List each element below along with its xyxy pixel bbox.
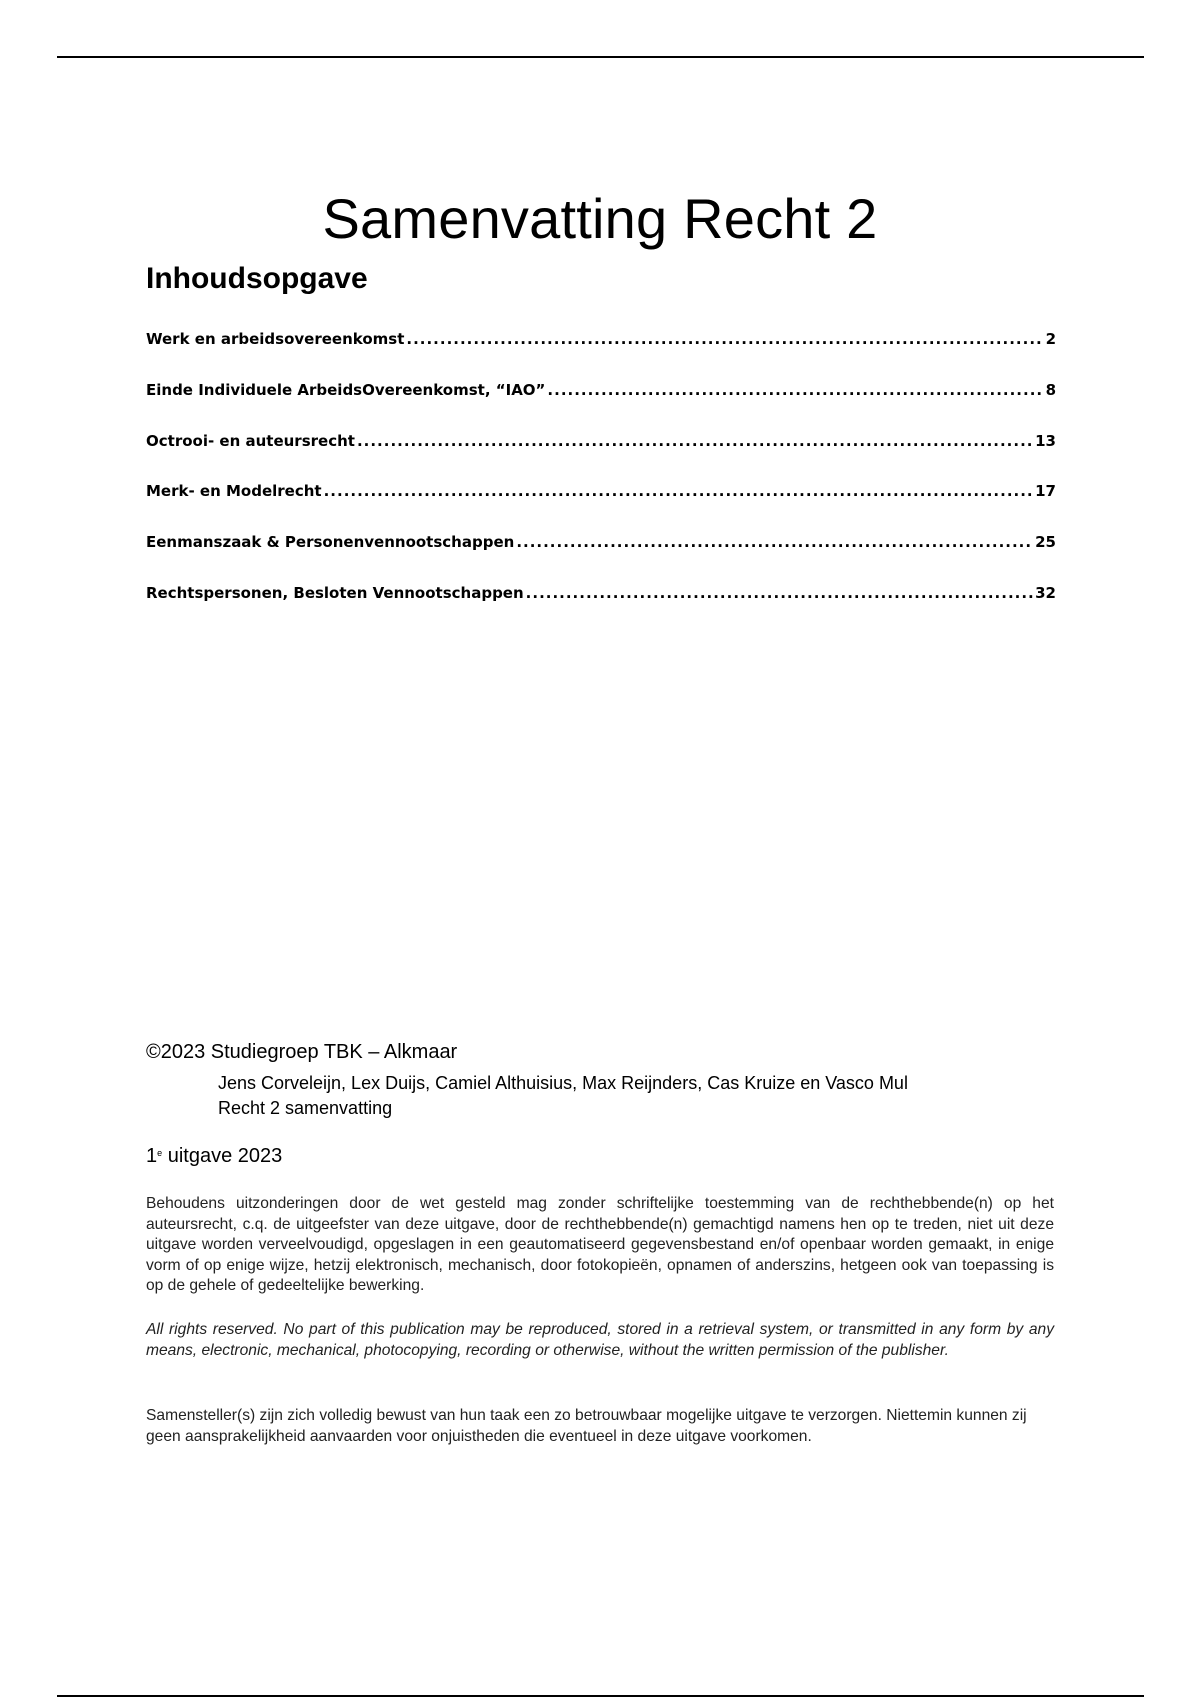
toc-entry-label: Eenmanszaak & Personenvennootschappen (146, 533, 515, 552)
disclaimer-dutch: Behoudens uitzonderingen door de wet gesteld mag zonder schriftelijke toestemming van de rechthebbende(n) op het auteursrecht, c.q. de uitgeefster van deze uitgave, door de rechthebbende(n) gemachtigd namens hen op te treden, niet uit deze uitgave worden verveelvoudigd, opgeslagen in een geautomatiseerd gegevensbestand en/of openbaar worden gemaakt, in enige vorm of op enige wijze, hetzij elektronisch, mechanisch, door fotokopieën, opnamen of anderszins, hetgeen ook van toepassing is op de gehele of gedeeltelijke bewerking. (146, 1195, 1054, 1295)
edition-text: uitgave 2023 (162, 1145, 283, 1167)
toc-leader (516, 533, 1033, 551)
toc-entry[interactable] (146, 432, 1056, 483)
toc-entry[interactable] (146, 381, 1056, 432)
toc-entry-label: Merk- en Modelrecht (146, 482, 322, 501)
toc-entry-label: Einde Individuele ArbeidsOvereenkomst, “IAO” (146, 380, 546, 399)
toc-entry-label: Rechtspersonen, Besloten Vennootschappen (146, 583, 524, 602)
toc-entry-label: Werk en arbeidsovereenkomst (146, 330, 405, 348)
toc-entry-label: Octrooi- en auteursrecht (146, 431, 355, 450)
copyright-line: ©2023 Studiegroep TBK – Alkmaar (146, 1041, 458, 1063)
toc-heading: Inhoudsopgave (146, 262, 368, 295)
bottom-rule (57, 1695, 1144, 1697)
toc-entry-page: 17 (1035, 482, 1056, 501)
toc-entry[interactable] (146, 533, 1056, 584)
colophon-block (218, 1071, 908, 1121)
colophon-subtitle: Recht 2 samenvatting (218, 1098, 393, 1118)
authors-list: Jens Corveleijn, Lex Duijs, Camiel Althuisius, Max Reijnders, Cas Kruize en Vasco Mul (218, 1073, 908, 1093)
toc-entry-page: 8 (1045, 380, 1056, 399)
top-rule (57, 56, 1144, 58)
disclaimer-english: All rights reserved. No part of this publication may be reproduced, stored in a retrieval system, or transmitted in any form by any means, electronic, mechanical, photocopying, recording or otherwise, without the written permission of the publisher. (146, 1321, 1054, 1359)
toc-entry[interactable] (146, 330, 1056, 381)
toc-entry-page: 13 (1035, 431, 1056, 450)
liability-notice: Samensteller(s) zijn zich volledig bewust van hun taak een zo betrouwbaar mogelijke uitgave te verzorgen. Niettemin kunnen zij geen aansprakelijkheid aanvaarden voor onjuistheden die eventueel in deze uitgave voorkomen. (146, 1407, 1027, 1445)
edition-number: 1 (146, 1145, 158, 1167)
toc-entry[interactable] (146, 482, 1056, 533)
toc-entry-page: 2 (1045, 330, 1056, 348)
table-of-contents (146, 330, 1056, 635)
edition-line (146, 1145, 282, 1168)
toc-entry[interactable] (146, 584, 1056, 635)
toc-leader (357, 432, 1033, 450)
edition-suffix: e (157, 1148, 163, 1158)
toc-leader (547, 381, 1043, 399)
toc-leader (526, 584, 1033, 602)
toc-entry-page: 25 (1035, 533, 1056, 552)
toc-leader (406, 330, 1043, 348)
toc-entry-page: 32 (1035, 583, 1056, 602)
toc-leader (324, 482, 1034, 500)
document-title: Samenvatting Recht 2 (322, 186, 878, 250)
